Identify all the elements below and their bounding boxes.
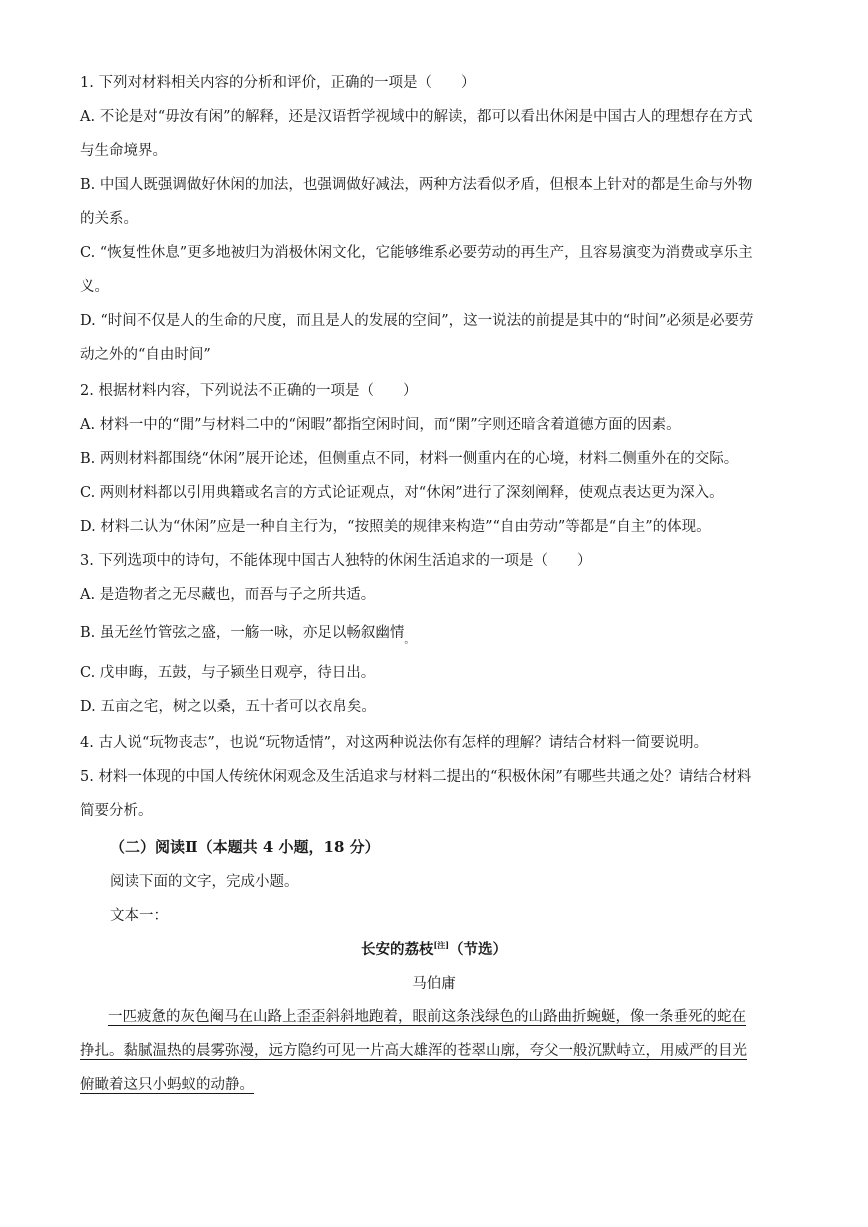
q1-option-a: A. 不论是对“毋汝有闲”的解释，还是汉语哲学视域中的解读，都可以看出休闲是中国古人的理想存在方式 bbox=[80, 109, 753, 125]
q1-option-a-cont: 与生命境界。 bbox=[80, 143, 167, 159]
q1-option-c: C. “恢复性休息”更多地被归为消极休闲文化，它能够维系必要劳动的再生产，且容易演变为消费或享乐主 bbox=[80, 245, 753, 261]
q5-stem: 5. 材料一体现的中国人传统休闲观念及生活追求与材料二提出的“积极休闲”有哪些共通之处？请结合材料 bbox=[80, 769, 752, 785]
q1-option-d-cont: 动之外的“自由时间” bbox=[80, 347, 211, 363]
q2-option-a: A. 材料一中的“閒”与材料二中的“闲暇”都指空闲时间，而“閑”字则还暗含着道德方面的因素。 bbox=[80, 417, 681, 433]
q2-option-d: D. 材料二认为“休闲”应是一种自主行为，“按照美的规律来构造”“自由劳动”等都是“自主”的体现。 bbox=[80, 519, 711, 535]
q3-option-b bbox=[80, 623, 414, 645]
q2-option-c: C. 两则材料都以引用典籍或名言的方式论证观点，对“休闲”进行了深刻阐释，使观点表达更为深入。 bbox=[80, 485, 724, 501]
q2-stem: 2. 根据材料内容，下列说法不正确的一项是（ ） bbox=[80, 383, 418, 399]
q2-option-b: B. 两则材料都围绕“休闲”展开论述，但侧重点不同，材料一侧重内在的心境，材料二侧重外在的交际。 bbox=[80, 451, 739, 467]
q1-stem: 1. 下列对材料相关内容的分析和评价，正确的一项是（ ） bbox=[80, 75, 476, 91]
q1-option-c-cont: 义。 bbox=[80, 279, 109, 295]
q5-stem-cont: 简要分析。 bbox=[80, 803, 153, 819]
q3-option-d: D. 五亩之宅，树之以桑，五十者可以衣帛矣。 bbox=[80, 699, 376, 715]
article-paragraph-line-2: 挣扎。黏腻温热的晨雾弥漫，远方隐约可见一片高大雄浑的苍翠山廓，夸父一般沉默峙立，用威严的目光 bbox=[80, 1043, 747, 1059]
article-title bbox=[0, 938, 868, 959]
section-instruction: 阅读下面的文字，完成小题。 bbox=[110, 874, 299, 890]
article-title-suffix: （节选） bbox=[449, 941, 508, 958]
q3-option-b-text: B. 虽无丝竹管弦之盛，一觞一咏，亦足以畅叙幽情 bbox=[80, 625, 405, 641]
article-title-text: 长安的荔枝 bbox=[360, 941, 434, 958]
section-heading: （二）阅读Ⅱ（本题共 4 小题，18 分） bbox=[110, 838, 380, 856]
q4-stem: 4. 古人说“玩物丧志”，也说“玩物适情”，对这两种说法你有怎样的理解？请结合材料一简要说明。 bbox=[80, 735, 709, 751]
article-author: 马伯庸 bbox=[412, 976, 456, 992]
q1-option-b: B. 中国人既强调做好休闲的加法，也强调做好减法，两种方法看似矛盾，但根本上针对的都是生命与外物 bbox=[80, 177, 753, 193]
article-paragraph-line-3: 俯瞰着这只小蚂蚁的动静。 bbox=[80, 1077, 254, 1093]
q1-option-b-cont: 的关系。 bbox=[80, 211, 138, 227]
q3-option-b-mark: 。 bbox=[404, 635, 415, 646]
text-label: 文本一： bbox=[110, 908, 168, 924]
q3-stem: 3. 下列选项中的诗句，不能体现中国古人独特的休闲生活追求的一项是（ ） bbox=[80, 553, 592, 569]
article-title-note: [注] bbox=[433, 940, 450, 951]
article-paragraph-line-1: 一匹疲惫的灰色阉马在山路上歪歪斜斜地跑着，眼前这条浅绿色的山路曲折蜿蜒，像一条垂死的蛇在 bbox=[108, 1009, 746, 1025]
q3-option-c: C. 戊申晦，五鼓，与子颍坐日观亭，待日出。 bbox=[80, 665, 376, 681]
q1-option-d: D. “时间不仅是人的生命的尺度，而且是人的发展的空间”，这一说法的前提是其中的“时间”必须是必要劳 bbox=[80, 313, 754, 329]
q3-option-a: A. 是造物者之无尽藏也，而吾与子之所共适。 bbox=[80, 587, 376, 603]
